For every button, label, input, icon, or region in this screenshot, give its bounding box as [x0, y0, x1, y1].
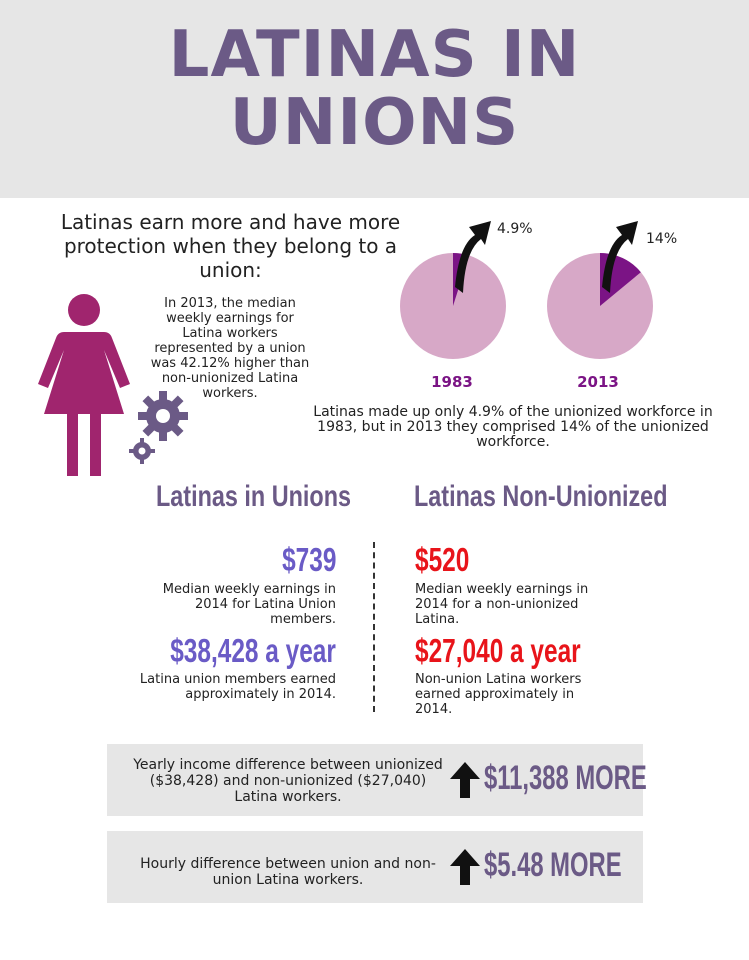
pie-charts [395, 205, 745, 375]
column-divider [373, 542, 375, 712]
yearly-difference-text: Yearly income difference between unionized ($38,428) and non-unionized ($27,040) Latina workers. [133, 757, 443, 805]
hourly-difference-text: Hourly difference between union and non-union Latina workers. [140, 856, 436, 888]
page-title-line2: UNIONS [229, 86, 520, 160]
pie-description: Latinas made up only 4.9% of the unionized workforce in 1983, but in 2013 they comprised 14% of the unionized workforce. [313, 404, 713, 450]
union-weekly-value: $739 [281, 541, 336, 578]
pie-2013-value-label: 14% [646, 231, 678, 247]
up-arrow-icon [450, 762, 480, 798]
median-earnings-note: In 2013, the median weekly earnings for Latina workers represented by a union was 42.12% higher than non-unionized Latina workers. [150, 296, 310, 401]
non-union-heading: Latinas Non-Unionized [414, 480, 668, 513]
intro-heading: Latinas earn more and have more protection when they belong to a union: [60, 210, 401, 282]
pie-1983-year-label: 1983 [431, 373, 473, 391]
union-heading: Latinas in Unions [156, 480, 352, 513]
non-union-yearly-value: $27,040 a year [415, 632, 581, 669]
pie-1983-value-label: 4.9% [497, 221, 533, 237]
non-union-yearly-desc: Non-union Latina workers earned approximately in 2014. [415, 672, 582, 717]
up-arrow-icon [450, 849, 480, 885]
union-yearly-value: $38,428 a year [170, 632, 336, 669]
union-weekly-desc: Median weekly earnings in 2014 for Latina Union members. [162, 582, 336, 627]
yearly-difference-value: $11,388 MORE [484, 759, 647, 797]
non-union-weekly-value: $520 [415, 541, 470, 578]
pie-2013-year-label: 2013 [577, 373, 619, 391]
woman-icon [34, 292, 134, 478]
union-yearly-desc: Latina union members earned approximately in 2014. [139, 672, 336, 702]
hourly-difference-value: $5.48 MORE [484, 846, 622, 884]
page-title-line1: LATINAS IN [168, 18, 581, 92]
non-union-weekly-desc: Median weekly earnings in 2014 for a non-unionized Latina. [415, 582, 589, 627]
